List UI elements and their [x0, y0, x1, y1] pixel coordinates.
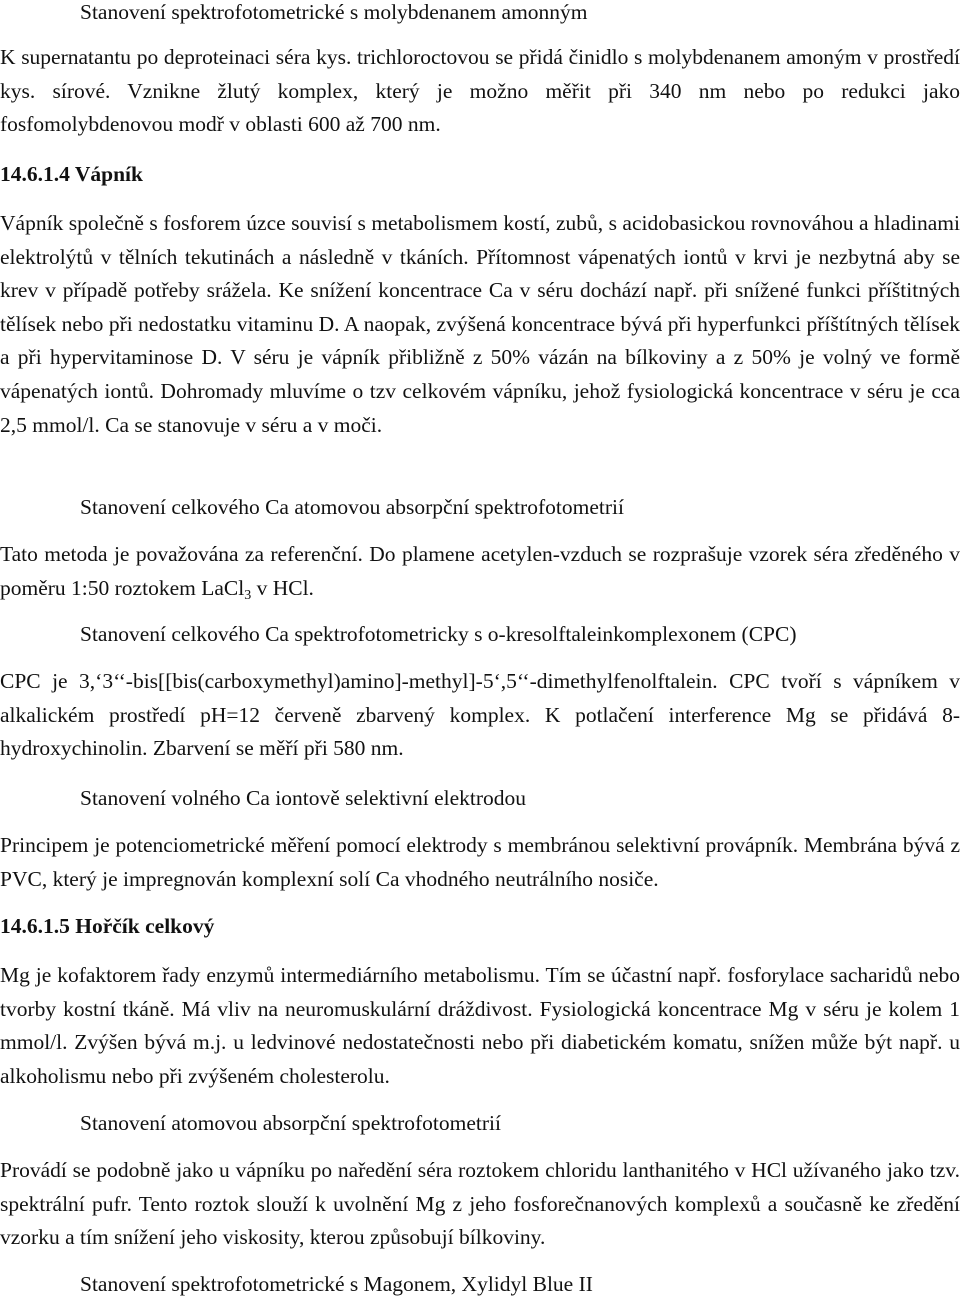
paragraph-ca-ise: Principem je potenciometrické měření pomocí elektrody s membránou selektivní provápník. Membrána bývá z PVC, který je impregnován komplexní solí Ca vhodného neutrálního nosiče. — [0, 833, 960, 891]
subsection-title-mg-aas: Stanovení atomovou absorpční spektrofotometrií — [80, 1111, 501, 1135]
paragraph-vapnik: Vápník společně s fosforem úzce souvisí s metabolismem kostí, zubů, s acidobasickou rovnováhou a hladinami elektrolýtů v tělních tekutinách a následně v tkáních. Přítomnost vápenatých iontů v krvi je nezbytná aby se krev v případě potřeby srážela. Ke snížení koncentrace Ca v séru dochází např. při snížené funkci příštitných tělísek nebo při nedostatku vitaminu D. A naopak, zvýšená koncentrace bývá při hyperfunkci příštítných tělísek a při hypervitaminose D. V séru je vápník přibližně z 50% vázán na bílkoviny a z 50% je volný ve formě vápenatých iontů. Dohromady mluvíme o tzv celkovém vápníku, jehož fysiologická koncentrace v séru je cca 2,5 mmol/l. Ca se stanovuje v séru a v moči. — [0, 211, 960, 437]
ca-aas-text-before: Tato metoda je považována za referenční. Do plamene acetylen-vzduch se rozprašuje vzorek séra zředěného v poměru 1:50 roztokem LaCl — [0, 542, 960, 600]
section-heading-vapnik: 14.6.1.4 Vápník — [0, 162, 143, 186]
ca-aas-text-after: v HCl. — [251, 575, 314, 600]
subsection-title-ca-cpc: Stanovení celkového Ca spektrofotometricky s o-kresolftaleinkomplexonem (CPC) — [80, 622, 797, 646]
paragraph-ca-cpc: CPC je 3,‘3‘‘-bis[[bis(carboxymethyl)amino]-methyl]-5‘,5‘‘-dimethylfenolftalein. CPC tvoří s vápníkem v alkalickém prostředí pH=12 červeně zbarvený komplex. K potlačení interference Mg se přidává 8-hydroxychinolin. Zbarvení se měří při 580 nm. — [0, 669, 960, 761]
subsection-title-ca-aas: Stanovení celkového Ca atomovou absorpční spektrofotometrií — [80, 495, 624, 519]
section-heading-horcik: 14.6.1.5 Hořčík celkový — [0, 914, 215, 938]
subsection-title-molybdenan: Stanovení spektrofotometrické s molybdenanem amonným — [80, 0, 588, 24]
subsection-title-magon: Stanovení spektrofotometrické s Magonem, Xylidyl Blue II — [80, 1272, 593, 1296]
paragraph-ca-aas — [0, 538, 960, 605]
paragraph-mg-aas: Provádí se podobně jako u vápníku po naředění séra roztokem chloridu lanthanitého v HCl užívaného jako tzv. spektrální pufr. Tento roztok slouží k uvolnění Mg z jeho fosforečnanových komplexů a současně ke zředění vzorku a tím snížení jeho viskosity, kterou způsobují bílkoviny. — [0, 1158, 960, 1250]
paragraph-molybdenan: K supernatantu po deproteinaci séra kys. trichloroctovou se přidá činidlo s molybdenanem amoným v prostředí kys. sírové. Vznikne žlutý komplex, který je možno měřit při 340 nm nebo po redukci jako fosfomolybdenovou modř v oblasti 600 až 700 nm. — [0, 45, 960, 137]
subsection-title-ca-ise: Stanovení volného Ca iontově selektivní elektrodou — [80, 786, 527, 810]
paragraph-horcik: Mg je kofaktorem řady enzymů intermediárního metabolismu. Tím se účastní např. fosforylace sacharidů nebo tvorby kostní tkáně. Má vliv na neuromuskulární dráždivost. Fysiologická koncentrace Mg v séru je kolem 1 mmol/l. Zvýšen bývá m.j. u ledvinové nedostatečnosti nebo při diabetickém komatu, snížen může být např. u alkoholismu nebo při zvýšeném cholesterolu. — [0, 963, 960, 1088]
lacl3-subscript: 3 — [244, 587, 252, 603]
